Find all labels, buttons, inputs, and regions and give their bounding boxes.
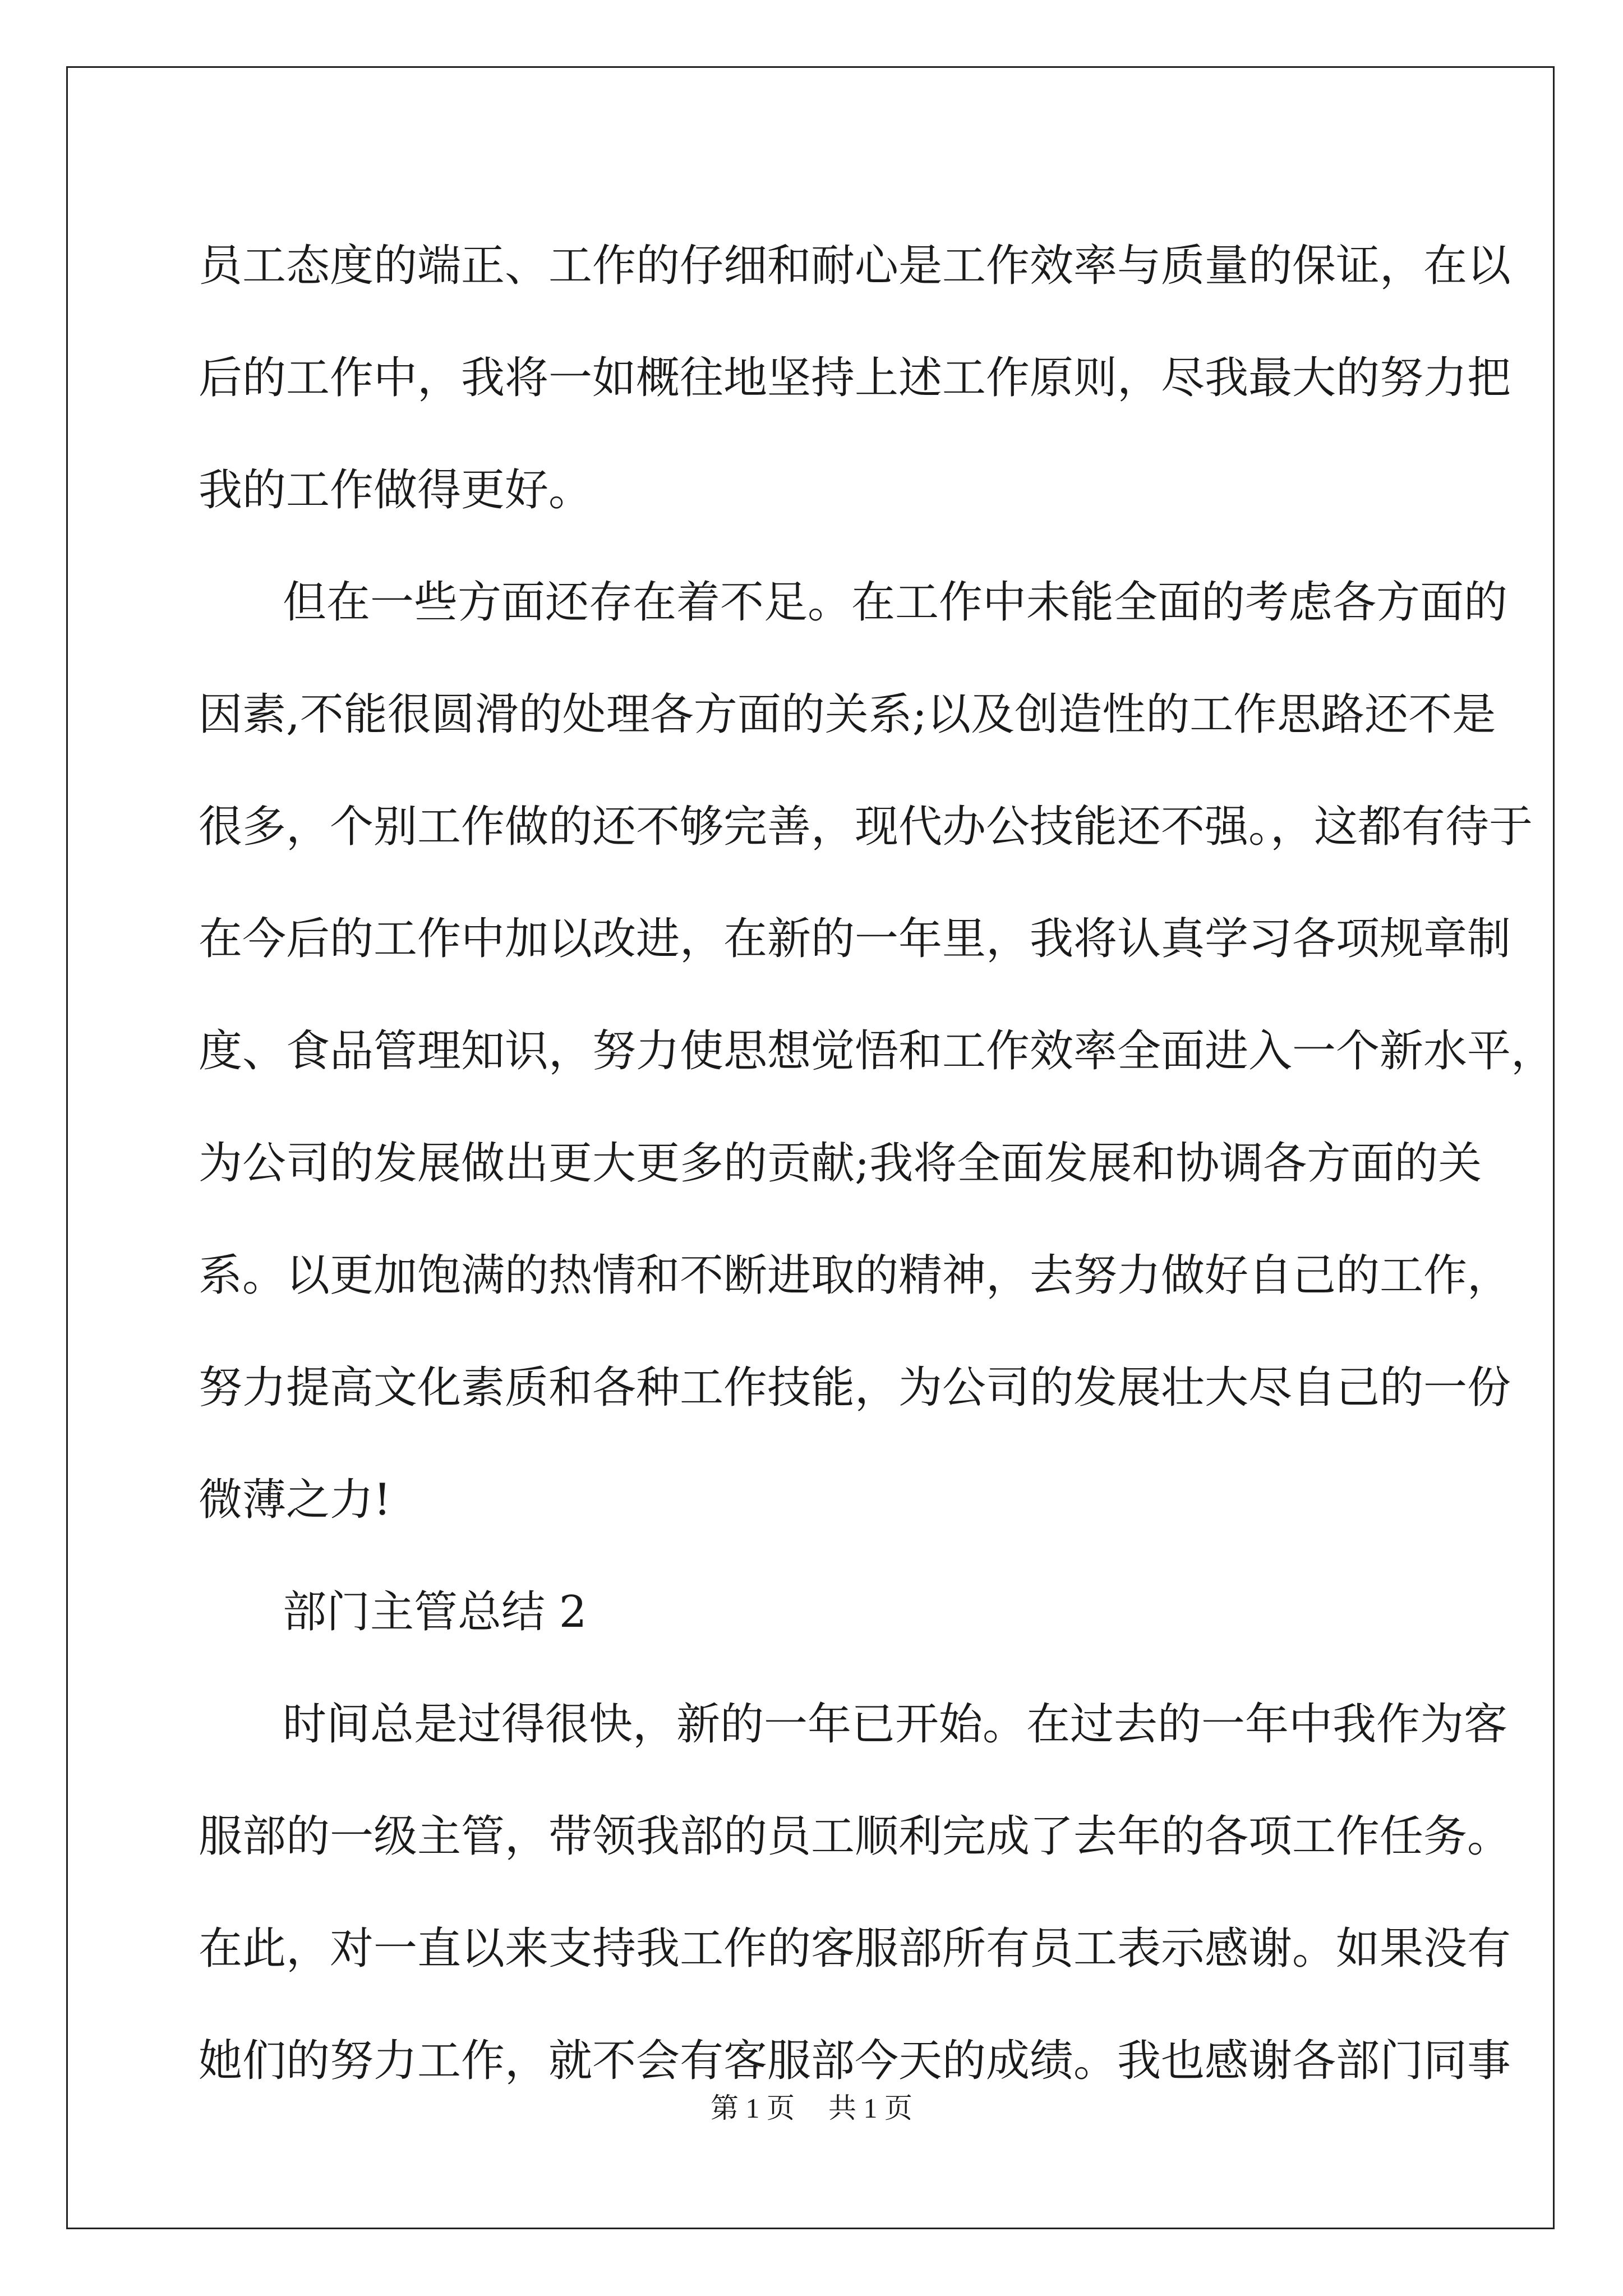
text-line: 她们的努力工作，就不会有客服部今天的成绩。我也感谢各部门同事	[199, 2036, 1511, 2086]
text-line: 度、食品管理知识，努力使思想觉悟和工作效率全面进入一个新水平，	[199, 1026, 1555, 1076]
text-line: 在今后的工作中加以改进，在新的一年里，我将认真学习各项规章制	[199, 914, 1511, 964]
text-line: 努力提高文化素质和各种工作技能，为公司的发展壮大尽自己的一份	[199, 1363, 1511, 1413]
page-footer	[0, 2091, 1623, 2125]
text-line: 因素,不能很圆滑的处理各方面的关系;以及创造性的工作思路还不是	[199, 689, 1496, 740]
paragraph-first-line: 时间总是过得很快，新的一年已开始。在过去的一年中我作为客	[283, 1699, 1508, 1750]
text-line: 系。以更加饱满的热情和不断进取的精神，去努力做好自己的工作，	[199, 1250, 1511, 1301]
text-line: 我的工作做得更好。	[199, 465, 593, 516]
page-number: 第 1 页	[711, 2092, 795, 2124]
text-line: 后的工作中，我将一如概往地坚持上述工作原则，尽我最大的努力把	[199, 353, 1511, 403]
text-line: 为公司的发展做出更大更多的贡献;我将全面发展和协调各方面的关	[199, 1138, 1482, 1189]
text-line: 员工态度的端正、工作的仔细和耐心是工作效率与质量的保证，在以	[199, 241, 1511, 291]
text-line: 微薄之力!	[199, 1475, 391, 1525]
text-line: 很多，个别工作做的还不够完善，现代办公技能还不强。，这都有待于	[199, 802, 1533, 852]
document-body	[199, 210, 1555, 2117]
section-heading: 部门主管总结 2	[283, 1587, 587, 1637]
page-total: 共 1 页	[828, 2092, 912, 2124]
text-line: 在此，对一直以来支持我工作的客服部所有员工表示感谢。如果没有	[199, 1924, 1511, 1974]
paragraph-first-line: 但在一些方面还存在着不足。在工作中未能全面的考虑各方面的	[283, 577, 1508, 628]
text-line: 服部的一级主管，带领我部的员工顺利完成了去年的各项工作任务。	[199, 1811, 1511, 1862]
